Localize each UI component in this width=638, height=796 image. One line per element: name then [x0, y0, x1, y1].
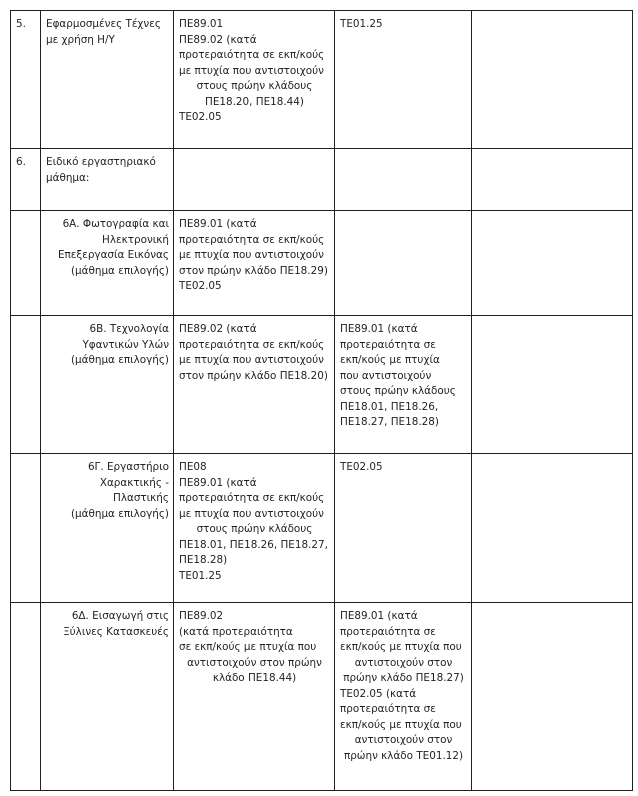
- specialty-line: ΠΕ89.02: [179, 610, 224, 622]
- specialty-line: ΠΕ18.20, ΠΕ18.44): [205, 95, 304, 108]
- table-row: [11, 149, 633, 211]
- specialty-line: ΠΕ08: [179, 461, 207, 473]
- subject-cell: [41, 11, 174, 149]
- table-row: [11, 211, 633, 316]
- subject-cell: [41, 211, 174, 316]
- specialty-cell-secondary: [335, 149, 472, 211]
- specialty-cell-secondary: [335, 316, 472, 454]
- specialty-line: αντιστοιχούν στον: [354, 734, 453, 746]
- specialty-line: προτεραιότητα σε: [340, 625, 436, 638]
- specialty-line: στους πρώην κλάδους: [196, 80, 313, 92]
- row-number: [11, 211, 41, 316]
- specialty-cell-tertiary: [472, 11, 633, 149]
- specialty-line: εκπ/κούς με πτυχία που: [340, 718, 462, 731]
- specialty-line: που αντιστοιχούν: [340, 369, 432, 382]
- specialty-line: προτεραιότητα σε εκπ/κούς: [179, 49, 325, 61]
- specialty-cell-secondary: [335, 211, 472, 316]
- specialty-cell-tertiary: [472, 454, 633, 603]
- specialty-line: αντιστοιχούν στον πρώην: [187, 656, 322, 669]
- specialty-cell-secondary: [335, 603, 472, 791]
- specialty-line: ΤΕ02.05: [179, 280, 222, 292]
- row-number: [11, 11, 41, 149]
- specialty-line: εκπ/κούς με πτυχία που: [340, 641, 462, 653]
- specialty-line: αντιστοιχούν στον: [354, 656, 453, 669]
- subject-line: Πλαστικής: [113, 492, 169, 504]
- specialty-cell-tertiary: [472, 211, 633, 316]
- subject-cell: [41, 603, 174, 791]
- specialty-cell-tertiary: [472, 316, 633, 454]
- specialty-line: στον πρώην κλάδο ΠΕ18.20): [179, 369, 328, 382]
- specialty-line: με πτυχία που αντιστοιχούν: [179, 507, 324, 520]
- specialty-line: στους πρώην κλάδους: [196, 523, 313, 535]
- subject-line: 6Δ. Εισαγωγή στις: [71, 610, 169, 622]
- specialty-line: ΠΕ18.27, ΠΕ18.28): [340, 416, 439, 428]
- specialty-cell-tertiary: [472, 603, 633, 791]
- row-number: [11, 603, 41, 791]
- specialty-cell-secondary: [335, 454, 472, 603]
- specialty-line: εκπ/κούς με πτυχία: [340, 354, 440, 366]
- specialty-line: ΠΕ18.28): [179, 554, 228, 566]
- specialty-line: ΠΕ89.02 (κατά: [179, 33, 257, 46]
- specialty-cell-primary: [174, 11, 335, 149]
- subject-line: 6Β. Τεχνολογία: [89, 323, 169, 335]
- specialty-cell-primary: [174, 316, 335, 454]
- table-row: [11, 316, 633, 454]
- teacher-specialties-table: [10, 10, 633, 791]
- table-row: [11, 603, 633, 791]
- specialty-cell-primary: [174, 603, 335, 791]
- specialty-cell-tertiary: [472, 149, 633, 211]
- specialty-cell-primary: [174, 149, 335, 211]
- specialty-line: ΠΕ89.02 (κατά: [179, 323, 257, 335]
- specialty-line: ΤΕ01.25: [179, 569, 222, 582]
- row-number: [11, 454, 41, 603]
- specialty-line: προτεραιότητα σε: [340, 703, 436, 715]
- specialty-line: στους πρώην κλάδους: [340, 385, 456, 397]
- specialty-cell-primary: [174, 454, 335, 603]
- specialty-line: με πτυχία που αντιστοιχούν: [179, 249, 324, 261]
- specialty-line: με πτυχία που αντιστοιχούν: [179, 64, 324, 77]
- subject-line: μάθημα:: [46, 171, 90, 184]
- row-number: [11, 149, 41, 211]
- specialty-line: ΠΕ89.01: [179, 18, 224, 30]
- specialty-line: στον πρώην κλάδο ΠΕ18.29): [179, 264, 328, 277]
- subject-line: (μάθημα επιλογής): [70, 507, 169, 520]
- specialty-line: (κατά προτεραιότητα: [179, 625, 293, 638]
- subject-cell: [41, 149, 174, 211]
- specialty-line: ΠΕ18.01, ΠΕ18.26, ΠΕ18.27,: [179, 538, 328, 551]
- subject-line: Ειδικό εργαστηριακό: [46, 156, 156, 168]
- subject-line: Ξύλινες Κατασκευές: [63, 625, 169, 638]
- specialty-cell-primary: [174, 211, 335, 316]
- specialty-line: ΠΕ89.01 (κατά: [179, 218, 257, 230]
- specialty-line: σε εκπ/κούς με πτυχία που: [179, 641, 317, 653]
- specialty-line: ΤΕ02.05: [340, 461, 383, 473]
- subject-line: Χαρακτικής -: [99, 476, 169, 489]
- subject-line: 6Α. Φωτογραφία και: [62, 218, 169, 230]
- specialty-line: με πτυχία που αντιστοιχούν: [179, 354, 324, 366]
- subject-line: Εφαρμοσμένες Τέχνες: [46, 18, 161, 30]
- specialty-cell-secondary: [335, 11, 472, 149]
- table-row: [11, 11, 633, 149]
- subject-line: με χρήση Η/Υ: [46, 33, 115, 46]
- specialty-line: ΠΕ89.01 (κατά: [179, 476, 257, 489]
- table-row: [11, 454, 633, 603]
- specialty-line: πρώην κλάδο ΠΕ18.27): [343, 672, 464, 684]
- specialty-line: ΤΕ02.05 (κατά: [340, 687, 417, 700]
- specialty-line: προτεραιότητα σε: [340, 338, 436, 351]
- specialty-line: ΤΕ01.25: [340, 18, 383, 30]
- specialty-line: προτεραιότητα σε εκπ/κούς: [179, 492, 325, 504]
- row-number-text: 6.: [16, 156, 26, 168]
- subject-line: (μάθημα επιλογής): [70, 264, 169, 277]
- subject-line: 6Γ. Εργαστήριο: [87, 461, 169, 473]
- specialty-line: προτεραιότητα σε εκπ/κούς: [179, 233, 325, 246]
- row-number: [11, 316, 41, 454]
- specialty-line: ΠΕ89.01 (κατά: [340, 610, 418, 622]
- subject-line: (μάθημα επιλογής): [70, 354, 169, 366]
- specialty-line: ΤΕ02.05: [179, 111, 222, 123]
- specialty-line: ΠΕ89.01 (κατά: [340, 323, 418, 335]
- specialty-line: κλάδο ΠΕ18.44): [212, 672, 297, 684]
- subject-line: Ηλεκτρονική: [102, 233, 169, 246]
- specialty-line: ΠΕ18.01, ΠΕ18.26,: [340, 400, 439, 413]
- subject-cell: [41, 316, 174, 454]
- subject-line: Υφαντικών Υλών: [82, 338, 169, 351]
- row-number-text: 5.: [16, 18, 26, 30]
- specialty-line: προτεραιότητα σε εκπ/κούς: [179, 338, 325, 351]
- specialty-line: πρώην κλάδο ΤΕ01.12): [343, 749, 464, 762]
- subject-line: Επεξεργασία Εικόνας: [57, 249, 169, 261]
- subject-cell: [41, 454, 174, 603]
